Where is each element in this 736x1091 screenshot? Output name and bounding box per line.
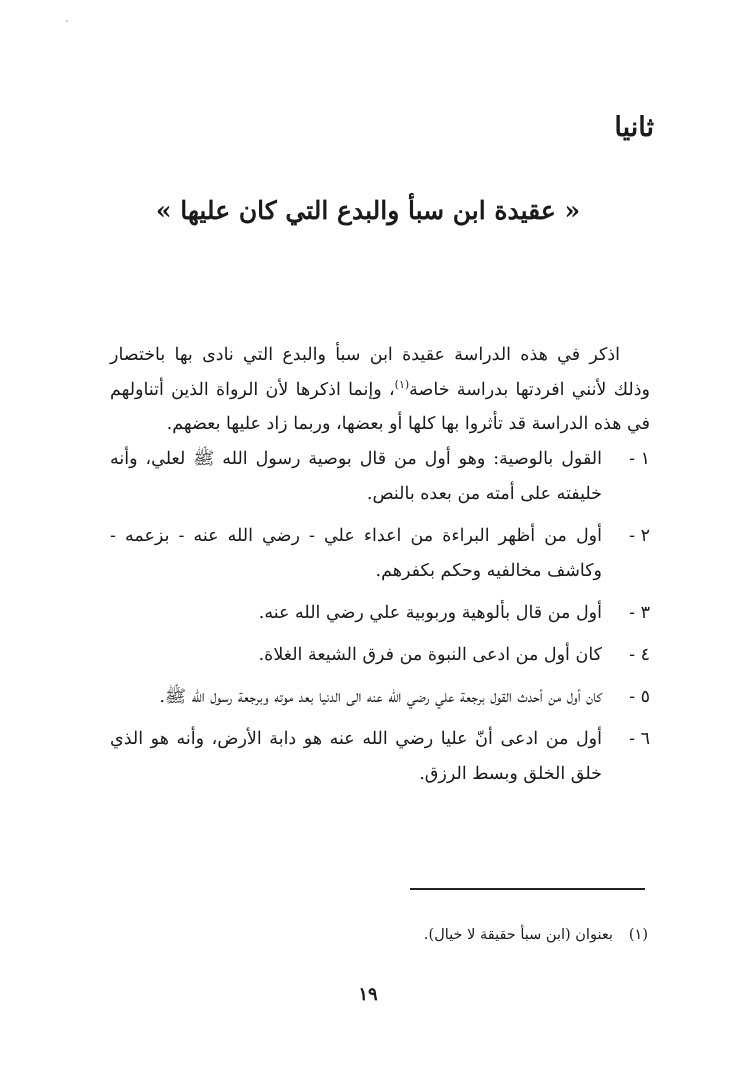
footnote-divider: [410, 888, 645, 890]
list-item-number: ٤ -: [629, 644, 650, 665]
list-item-number: ٦ -: [629, 728, 650, 749]
intro-text-part2: ، وإنما اذكرها لأن الرواة الذين أتناولهم في هذه الدراسة قد تأثروا بها كلها أو بعضها، وربما زاد عليها بعضهم.: [110, 379, 650, 434]
list-item-number: ٢ -: [629, 525, 650, 546]
list-item-text: أول من ادعى أنّ عليا رضي الله عنه هو دابة الأرض، وأنه هو الذي خلق الخلق وبسط الرزق.: [110, 728, 602, 784]
list-item: [110, 596, 650, 631]
footnote: [424, 927, 648, 943]
page-number: ١٩: [358, 984, 378, 1005]
list-item-text: أول من أظهر البراءة من اعداء علي - رضي الله عنه - بزعمه - وكاشف مخالفيه وحكم بكفرهم.: [110, 525, 602, 581]
list-item-text: القول بالوصية: وهو أول من قال بوصية رسول الله ﷺ لعلي، وأنه خليفته على أمته من بعده بالنص.: [110, 448, 602, 504]
list-item-number: ١ -: [629, 448, 650, 469]
beliefs-list: [110, 442, 650, 792]
intro-text-part1: اذكر في هذه الدراسة عقيدة ابن سبأ والبدع التي نادى بها باختصار وذلك لأنني افردتها بدراسة خاصة: [110, 345, 651, 400]
footnote-marker: (١): [394, 377, 410, 391]
list-item: [110, 638, 650, 673]
footnote-number: (١): [628, 927, 648, 943]
body-content: [110, 338, 650, 799]
list-item: [110, 680, 650, 715]
scan-speck: [66, 20, 68, 22]
list-item: [110, 519, 650, 589]
list-item-number: ٥ -: [629, 686, 650, 707]
intro-paragraph: [110, 338, 650, 442]
section-heading: ثانيا: [614, 112, 654, 143]
chapter-title: « عقيدة ابن سبأ والبدع التي كان عليها »: [155, 196, 581, 225]
footnote-text: بعنوان (ابن سبأ حقيقة لا خيال).: [423, 927, 613, 943]
list-item-number: ٣ -: [629, 602, 650, 623]
list-item: [110, 722, 650, 792]
list-item: [110, 442, 650, 512]
list-item-text: أول من قال بألوهية وربوبية علي رضي الله عنه.: [258, 602, 602, 623]
list-item-text: كان أول من ادعى النبوة من فرق الشيعة الغلاة.: [258, 644, 602, 665]
list-item-text: كان أول من أحدث القول برجعة علي رضي الله عنه الى الدنيا بعد موته وبرجعة رسول الله ﷺ.: [159, 686, 602, 707]
